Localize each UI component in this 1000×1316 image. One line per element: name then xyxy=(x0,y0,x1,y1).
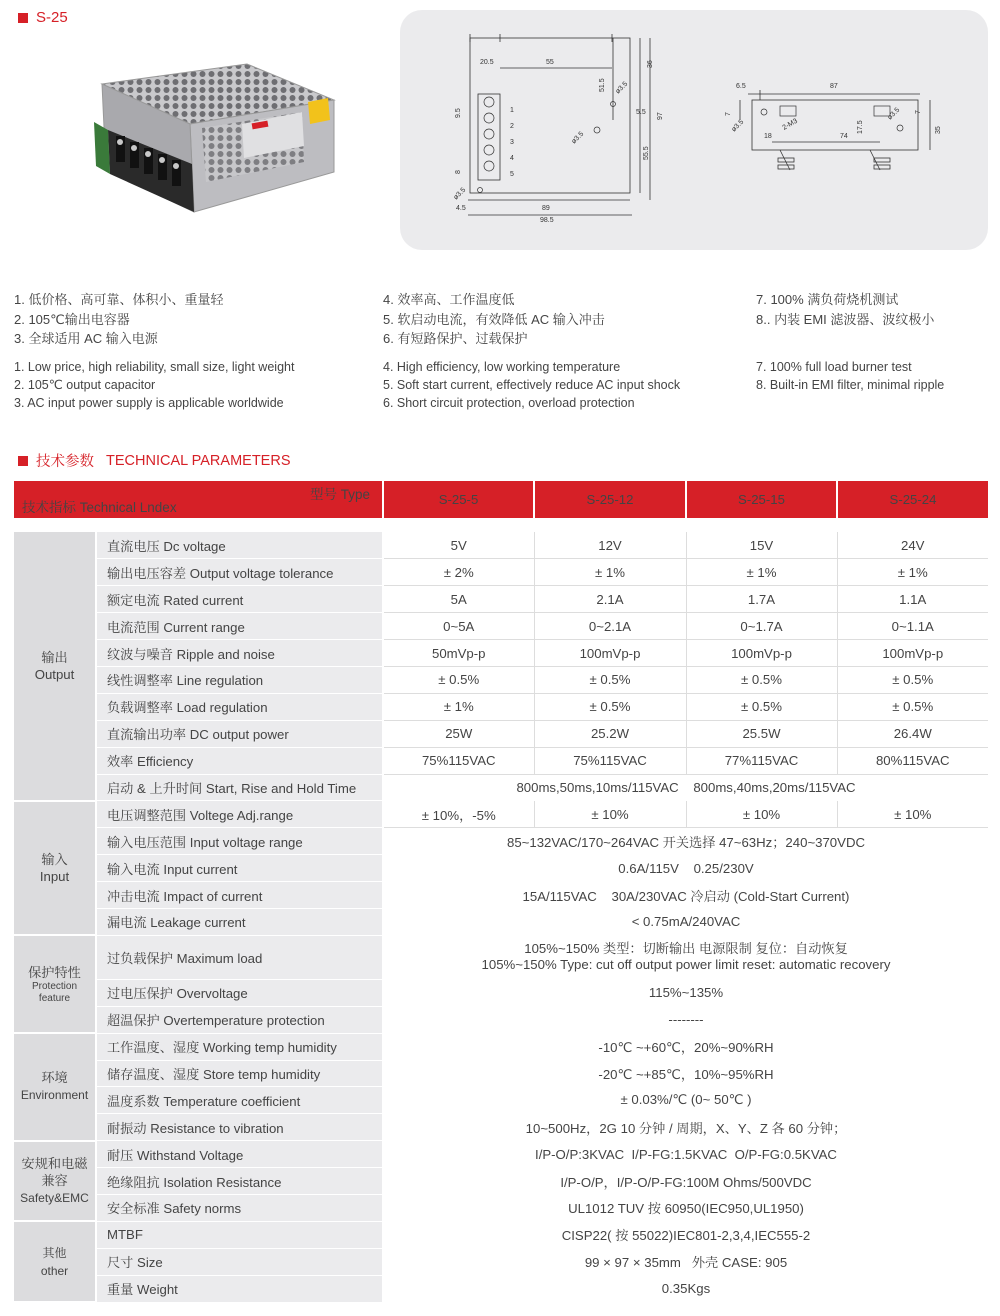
dimension-drawing-panel xyxy=(400,10,988,250)
row-label: 冲击电流 Impact of current xyxy=(96,882,383,909)
row-label: 漏电流 Leakage current xyxy=(96,908,383,935)
svg-text:55.5: 55.5 xyxy=(643,146,650,160)
table-row xyxy=(14,801,988,828)
svg-text:18: 18 xyxy=(764,133,772,140)
table-row xyxy=(14,979,988,1006)
cell: 80%115VAC xyxy=(837,747,988,774)
type-label: 型号 Type xyxy=(309,487,370,502)
cell: ± 0.5% xyxy=(383,666,534,693)
cell: 25.5W xyxy=(686,720,837,747)
feature-en: 6. Short circuit protection, overload protection xyxy=(383,395,635,410)
row-label: 耐振动 Resistance to vibration xyxy=(96,1114,383,1141)
row-label: 输入电压范围 Input voltage range xyxy=(96,828,383,855)
feature-cn: 8.. 内装 EMI 滤波器、波纹极小 xyxy=(756,311,935,327)
svg-text:ø3.5: ø3.5 xyxy=(570,130,586,146)
table-row xyxy=(14,586,988,613)
cell xyxy=(383,935,988,979)
svg-text:3: 3 xyxy=(510,139,514,146)
table-row xyxy=(14,1221,988,1248)
spec-table xyxy=(14,481,988,1303)
table-row xyxy=(14,666,988,693)
cell: ± 1% xyxy=(534,559,686,586)
table-row xyxy=(14,774,988,801)
cell: ± 0.5% xyxy=(686,693,837,720)
svg-text:4: 4 xyxy=(510,155,514,162)
cell: 50mVp-p xyxy=(383,640,534,667)
cell: 0~1.1A xyxy=(837,613,988,640)
table-row xyxy=(14,1141,988,1168)
feature-cn: 6. 有短路保护、过载保护 xyxy=(383,331,528,346)
feature-en: 7. 100% full load burner test xyxy=(756,359,912,374)
section-title xyxy=(18,450,291,471)
cell: CISP22( 按 55022)IEC801-2,3,4,IEC555-2 xyxy=(383,1221,988,1248)
table-row xyxy=(14,720,988,747)
table-row xyxy=(14,693,988,720)
svg-text:89: 89 xyxy=(542,205,550,212)
cell: 12V xyxy=(534,532,686,559)
feature-cn: 7. 100% 满负荷烧机测试 xyxy=(756,292,899,307)
row-label: 电压调整范围 Voltege Adj.range xyxy=(96,801,383,828)
svg-text:ø3.5: ø3.5 xyxy=(730,118,746,134)
table-row xyxy=(14,1168,988,1195)
row-label: 储存温度、湿度 Store temp humidity xyxy=(96,1060,383,1087)
cell: 0.35Kgs xyxy=(383,1275,988,1302)
svg-text:1: 1 xyxy=(510,107,514,114)
cell: 15A/115VAC 30A/230VAC 冷启动 (Cold-Start Current) xyxy=(383,882,988,909)
svg-text:20.5: 20.5 xyxy=(480,59,494,66)
cell: 100mVp-p xyxy=(686,640,837,667)
table-row xyxy=(14,1006,988,1033)
table-row xyxy=(14,747,988,774)
cell: ± 10%，-5% xyxy=(383,801,534,828)
cell: ± 1% xyxy=(837,559,988,586)
feature-cn: 1. 低价格、高可靠、体积小、重量轻 xyxy=(14,292,224,307)
feature-en: 1. Low price, high reliability, small size, light weight xyxy=(14,359,295,374)
cell: ± 0.5% xyxy=(534,666,686,693)
cell: 100mVp-p xyxy=(534,640,686,667)
row-label: 过负载保护 Maximum load xyxy=(96,935,383,979)
cell: ± 0.5% xyxy=(686,666,837,693)
row-label: 启动 & 上升时间 Start, Rise and Hold Time xyxy=(96,774,383,801)
model-column-header: S-25-5 xyxy=(383,481,534,518)
cell: ± 1% xyxy=(686,559,837,586)
feature-en: 2. 105℃ output capacitor xyxy=(14,377,156,392)
cell: 15V xyxy=(686,532,837,559)
cell: ± 2% xyxy=(383,559,534,586)
cell: ± 1% xyxy=(383,693,534,720)
svg-text:9.5: 9.5 xyxy=(455,108,462,118)
table-row xyxy=(14,935,988,979)
table-row xyxy=(14,828,988,855)
table-row xyxy=(14,559,988,586)
svg-text:98.5: 98.5 xyxy=(540,217,554,224)
table-row xyxy=(14,1060,988,1087)
svg-text:87: 87 xyxy=(830,83,838,90)
svg-text:ø3.5: ø3.5 xyxy=(886,106,902,122)
svg-text:6.5: 6.5 xyxy=(736,83,746,90)
row-label: 负载调整率 Load regulation xyxy=(96,693,383,720)
svg-text:4.5: 4.5 xyxy=(456,205,466,212)
cell: ± 10% xyxy=(837,801,988,828)
cell-en: 105%~150% Type: cut off output power limit reset: automatic recovery xyxy=(481,957,891,973)
model-title: S-25 xyxy=(36,9,68,26)
svg-text:51.5: 51.5 xyxy=(599,78,606,92)
row-label: 绝缘阻抗 Isolation Resistance xyxy=(96,1168,383,1195)
cell: ± 0.5% xyxy=(534,693,686,720)
cell: ± 0.5% xyxy=(837,693,988,720)
table-row xyxy=(14,1194,988,1221)
row-label: 直流输出功率 DC output power xyxy=(96,720,383,747)
table-row xyxy=(14,1275,988,1302)
table-row xyxy=(14,882,988,909)
svg-text:ø3.5: ø3.5 xyxy=(452,186,468,202)
svg-text:35: 35 xyxy=(935,126,942,134)
cell: -20℃ ~+85℃，10%~95%RH xyxy=(383,1060,988,1087)
svg-text:74: 74 xyxy=(840,133,848,140)
category-other: 其他 other xyxy=(14,1221,96,1302)
cell: 77%115VAC xyxy=(686,747,837,774)
index-label: 技术指标 Technical Lndex xyxy=(22,500,177,515)
features-col-1 xyxy=(14,290,294,412)
row-label: MTBF xyxy=(96,1221,383,1248)
cell: 1.1A xyxy=(837,586,988,613)
row-label: 耐压 Withstand Voltage xyxy=(96,1141,383,1168)
cell: UL1012 TUV 按 60950(IEC950,UL1950) xyxy=(383,1194,988,1221)
cell: I/P-O/P，I/P-O/P-FG:100M Ohms/500VDC xyxy=(383,1168,988,1195)
section-title-cn: 技术参数 xyxy=(36,454,94,470)
cell: 100mVp-p xyxy=(837,640,988,667)
model-column-header: S-25-24 xyxy=(837,481,988,518)
cell: 115%~135% xyxy=(383,979,988,1006)
row-label: 线性调整率 Line regulation xyxy=(96,666,383,693)
cell: 85~132VAC/170~264VAC 开关选择 47~63Hz；240~370VDC xyxy=(383,828,988,855)
cell: ± 10% xyxy=(534,801,686,828)
cell: 25W xyxy=(383,720,534,747)
cell: 24V xyxy=(837,532,988,559)
cell: ± 10% xyxy=(686,801,837,828)
cell: 0.6A/115V 0.25/230V xyxy=(383,855,988,882)
category-safety: 安规和电磁 兼容 Safety&EMC xyxy=(14,1141,96,1222)
svg-text:7: 7 xyxy=(725,112,732,116)
cell: 1.7A xyxy=(686,586,837,613)
cell: 75%115VAC xyxy=(534,747,686,774)
table-row xyxy=(14,908,988,935)
svg-text:55: 55 xyxy=(546,59,554,66)
table-row xyxy=(14,1114,988,1141)
cell: 75%115VAC xyxy=(383,747,534,774)
category-protection: 保护特性 Protection feature xyxy=(14,935,96,1033)
svg-text:36: 36 xyxy=(647,60,654,68)
row-label: 效率 Efficiency xyxy=(96,747,383,774)
product-title xyxy=(18,9,68,26)
cell: 2.1A xyxy=(534,586,686,613)
table-row xyxy=(14,613,988,640)
svg-text:5.5: 5.5 xyxy=(636,109,646,116)
table-row xyxy=(14,855,988,882)
feature-cn: 4. 效率高、工作温度低 xyxy=(383,292,515,307)
cell: ± 0.5% xyxy=(837,666,988,693)
cell: 99 × 97 × 35mm 外壳 CASE: 905 xyxy=(383,1248,988,1275)
row-label: 电流范围 Current range xyxy=(96,613,383,640)
model-column-header: S-25-15 xyxy=(686,481,837,518)
row-label: 安全标准 Safety norms xyxy=(96,1194,383,1221)
row-label: 温度系数 Temperature coefficient xyxy=(96,1087,383,1114)
cell: 0~5A xyxy=(383,613,534,640)
cell: 800ms,50ms,10ms/115VAC 800ms,40ms,20ms/115VAC xyxy=(383,774,988,801)
feature-en: 3. AC input power supply is applicable worldwide xyxy=(14,395,284,410)
category-output: 输出 Output xyxy=(14,532,96,801)
cell: < 0.75mA/240VAC xyxy=(383,908,988,935)
row-label: 超温保护 Overtemperature protection xyxy=(96,1006,383,1033)
table-row xyxy=(14,1033,988,1060)
svg-text:7: 7 xyxy=(915,110,922,114)
row-label: 直流电压 Dc voltage xyxy=(96,532,383,559)
feature-en: 8. Built-in EMI filter, minimal ripple xyxy=(756,377,945,392)
feature-cn: 2. 105℃输出电容器 xyxy=(14,311,130,327)
cell: 26.4W xyxy=(837,720,988,747)
feature-cn: 3. 全球适用 AC 输入电源 xyxy=(14,331,158,346)
cell: 5V xyxy=(383,532,534,559)
svg-text:ø3.5: ø3.5 xyxy=(614,80,630,96)
section-title-en: TECHNICAL PARAMETERS xyxy=(106,452,291,469)
svg-text:5: 5 xyxy=(510,171,514,178)
dimension-drawing xyxy=(400,10,988,250)
svg-text:97: 97 xyxy=(657,112,664,120)
cell: -10℃ ~+60℃，20%~90%RH xyxy=(383,1033,988,1060)
title-bullet-icon xyxy=(18,13,28,23)
cell: 10~500Hz，2G 10 分钟 / 周期，X、Y、Z 各 60 分钟； xyxy=(383,1114,988,1141)
header-corner xyxy=(14,481,383,518)
row-label: 重量 Weight xyxy=(96,1275,383,1302)
row-label: 输出电压容差 Output voltage tolerance xyxy=(96,559,383,586)
category-input: 输入 Input xyxy=(14,801,96,935)
table-row xyxy=(14,532,988,559)
table-row xyxy=(14,1087,988,1114)
cell: I/P-O/P:3KVAC I/P-FG:1.5KVAC O/P-FG:0.5KVAC xyxy=(383,1141,988,1168)
features-col-3 xyxy=(756,290,944,394)
cell: 0~2.1A xyxy=(534,613,686,640)
row-label: 输入电流 Input current xyxy=(96,855,383,882)
row-label: 尺寸 Size xyxy=(96,1248,383,1275)
cell: 0~1.7A xyxy=(686,613,837,640)
svg-text:8: 8 xyxy=(455,170,462,174)
category-environment: 环境 Environment xyxy=(14,1033,96,1141)
cell: 25.2W xyxy=(534,720,686,747)
section-bullet-icon xyxy=(18,456,28,466)
feature-en: 5. Soft start current, effectively reduce AC input shock xyxy=(383,377,681,392)
product-image xyxy=(72,62,342,222)
table-row xyxy=(14,1248,988,1275)
feature-cn: 5. 软启动电流，有效降低 AC 输入冲击 xyxy=(383,311,605,327)
table-row xyxy=(14,640,988,667)
model-column-header: S-25-12 xyxy=(534,481,686,518)
cell-cn: 105%~150% 类型：切断输出 电源限制 复位：自动恢复 xyxy=(524,941,848,957)
row-label: 额定电流 Rated current xyxy=(96,586,383,613)
svg-text:2: 2 xyxy=(510,123,514,130)
features-col-2 xyxy=(383,290,680,412)
row-label: 纹波与噪音 Ripple and noise xyxy=(96,640,383,667)
row-label: 过电压保护 Overvoltage xyxy=(96,979,383,1006)
cell: ± 0.03%/℃ (0~ 50℃ ) xyxy=(383,1087,988,1114)
feature-en: 4. High efficiency, low working temperature xyxy=(383,359,621,374)
table-header-row xyxy=(14,481,988,518)
cell: 5A xyxy=(383,586,534,613)
cell: -------- xyxy=(383,1006,988,1033)
row-label: 工作温度、湿度 Working temp humidity xyxy=(96,1033,383,1060)
svg-text:17.5: 17.5 xyxy=(857,120,864,134)
svg-text:2-M3: 2-M3 xyxy=(781,117,799,132)
